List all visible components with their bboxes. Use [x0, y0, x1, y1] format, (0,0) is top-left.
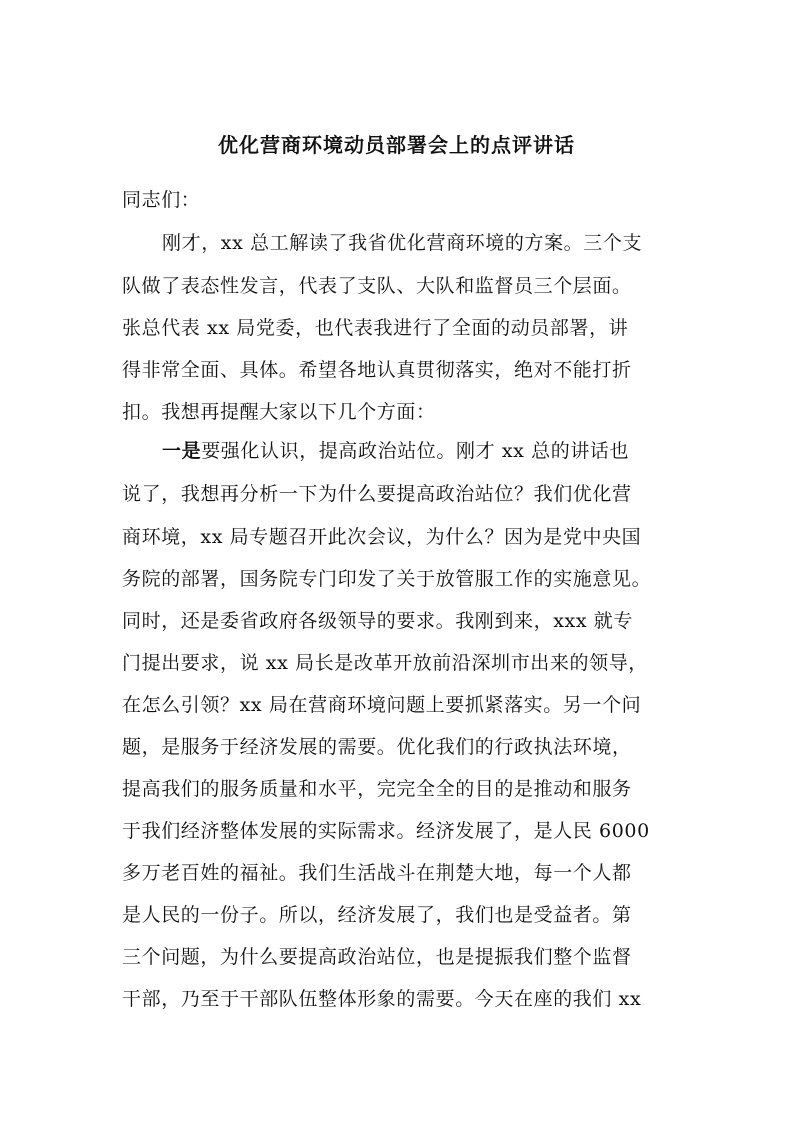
point-one-line	[162, 436, 629, 466]
paragraph-line: 多万老百姓的福祉。我们生活战斗在荆楚大地，每一个人都	[122, 862, 632, 884]
paragraph-line: 务院的部署，国务院专门印发了关于放管服工作的实施意见。	[122, 568, 652, 590]
paragraph-line: 同时，还是委省政府各级领导的要求。我刚到来，xxx 就专	[122, 610, 633, 632]
paragraph-line: 扣。我想再提醒大家以下几个方面：	[122, 401, 436, 423]
paragraph-line: 提高我们的服务质量和水平，完完全全的目的是推动和服务	[122, 778, 632, 800]
paragraph-line: 题，是服务于经济发展的需要。优化我们的行政执法环境，	[122, 736, 632, 758]
paragraph-line: 队做了表态性发言，代表了支队、大队和监督员三个层面。	[122, 275, 632, 297]
paragraph-line: 干部，乃至于干部队伍整体形象的需要。今天在座的我们 xx	[122, 988, 642, 1010]
point-one-lead: 一是	[162, 440, 202, 462]
paragraph-line: 门提出要求，说 xx 局长是改革开放前沿深圳市出来的领导，	[122, 652, 648, 674]
paragraph-line: 得非常全面、具体。希望各地认真贯彻落实，绝对不能打折	[122, 359, 632, 381]
paragraph-line: 刚才，xx 总工解读了我省优化营商环境的方案。三个支	[162, 232, 643, 254]
salutation: 同志们：	[122, 189, 201, 211]
paragraph-line: 于我们经济整体发展的实际需求。经济发展了，是人民 6000	[122, 820, 650, 842]
paragraph-line: 是人民的一份子。所以，经济发展了，我们也是受益者。第	[122, 904, 632, 926]
document-title: 优化营商环境动员部署会上的点评讲话	[218, 133, 575, 157]
paragraph-line: 在怎么引领？xx 局在营商环境问题上要抓紧落实。另一个问	[122, 694, 642, 716]
paragraph-line: 说了，我想再分析一下为什么要提高政治站位？我们优化营	[122, 483, 632, 505]
paragraph-line: 三个问题，为什么要提高政治站位，也是提振我们整个监督	[122, 946, 632, 968]
paragraph-line: 张总代表 xx 局党委，也代表我进行了全面的动员部署，讲	[122, 317, 629, 339]
point-one-text: 要强化认识，提高政治站位。刚才 xx 总的讲话也	[201, 440, 630, 462]
paragraph-line: 商环境，xx 局专题召开此次会议，为什么？因为是党中央国	[122, 526, 642, 548]
